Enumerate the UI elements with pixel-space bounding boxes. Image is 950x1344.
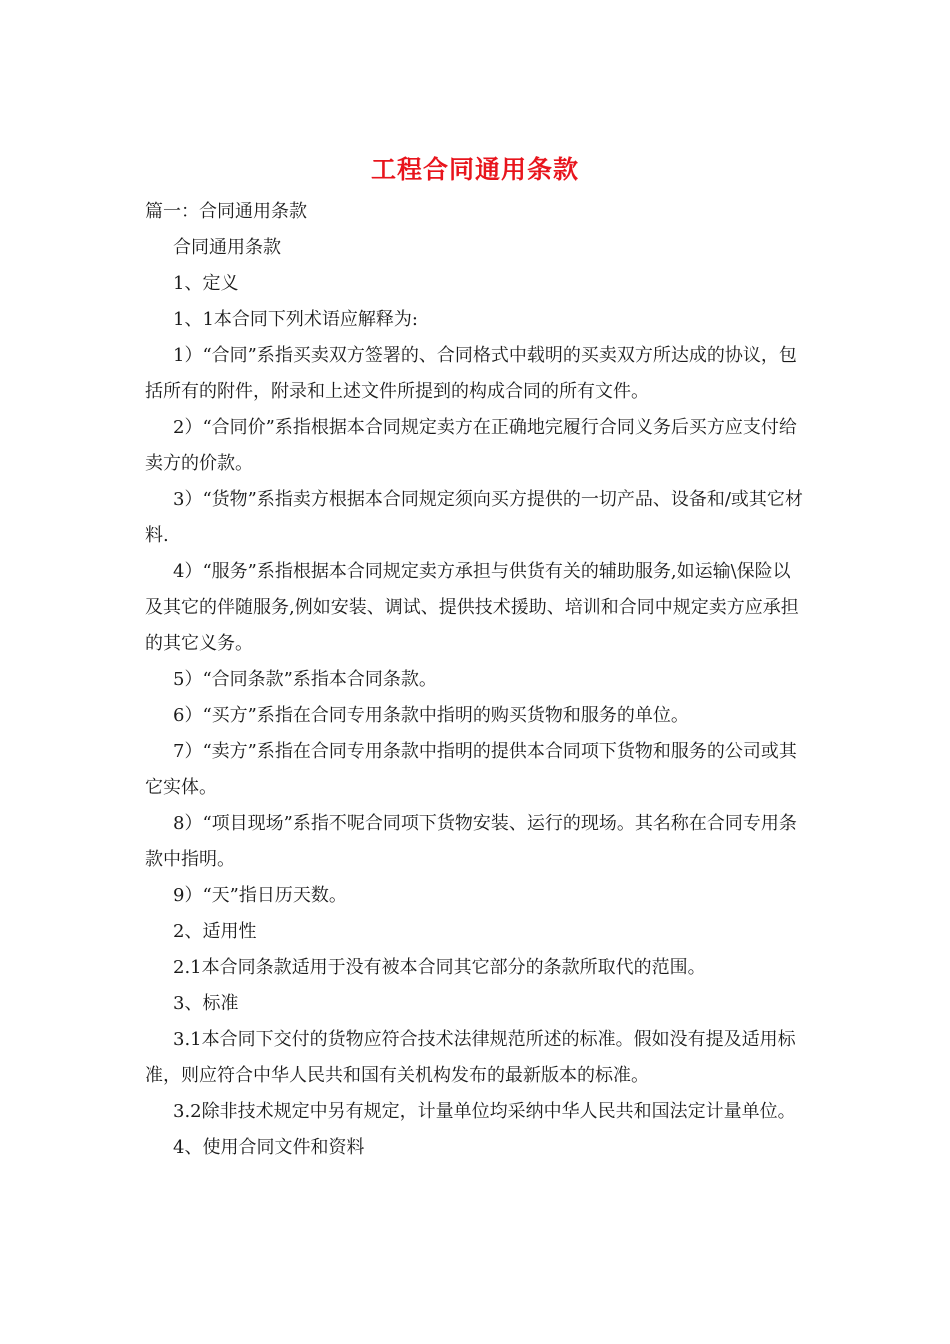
chapter-heading: 篇一：合同通用条款 xyxy=(145,201,307,222)
clause-paragraph: 7）“卖方”系指在合同专用条款中指明的提供本合同项下货物和服务的公司或其它实体。 xyxy=(145,741,797,798)
clause-paragraph: 8）“项目现场”系指不呢合同项下货物安装、运行的现场。其名称在合同专用条款中指明。 xyxy=(145,813,797,870)
clause-paragraph: 3.1本合同下交付的货物应符合技术法律规范所述的标准。假如没有提及适用标准，则应符合中华人民共和国有关机构发布的最新版本的标准。 xyxy=(145,1029,796,1086)
clause-paragraph: 2.1本合同条款适用于没有被本合同其它部分的条款所取代的范围。 xyxy=(173,957,706,978)
clause-heading: 3、标准 xyxy=(173,993,239,1014)
section-subtitle: 合同通用条款 xyxy=(173,237,281,258)
clause-paragraph: 6）“买方”系指在合同专用条款中指明的购买货物和服务的单位。 xyxy=(173,705,689,726)
clause-heading: 4、使用合同文件和资料 xyxy=(173,1137,365,1158)
clause-paragraph: 9）“天”指日历天数。 xyxy=(173,885,347,906)
document-title: 工程合同通用条款 xyxy=(370,155,579,184)
clause-paragraph: 1、1本合同下列术语应解释为: xyxy=(173,309,418,330)
clause-paragraph: 1）“合同”系指买卖双方签署的、合同格式中载明的买卖双方所达成的协议，包括所有的附件，附录和上述文件所提到的构成合同的所有文件。 xyxy=(145,345,797,402)
clause-paragraph: 4）“服务”系指根据本合同规定卖方承担与供货有关的辅助服务,如运输\保险以及其它的伴随服务,例如安装、调试、提供技术援助、培训和合同中规定卖方应承担的其它义务。 xyxy=(145,561,799,654)
clause-paragraph: 5）“合同条款”系指本合同条款。 xyxy=(173,669,437,690)
clause-paragraph: 3.2除非技术规定中另有规定，计量单位均采纳中华人民共和国法定计量单位。 xyxy=(173,1101,796,1122)
clause-heading: 2、适用性 xyxy=(173,921,257,942)
document-body xyxy=(145,194,807,1166)
clause-paragraph: 3）“货物”系指卖方根据本合同规定须向买方提供的一切产品、设备和/或其它材料. xyxy=(145,489,803,546)
clause-paragraph: 2）“合同价”系指根据本合同规定卖方在正确地完履行合同义务后买方应支付给卖方的价款。 xyxy=(145,417,797,474)
clause-heading: 1、定义 xyxy=(173,273,239,294)
